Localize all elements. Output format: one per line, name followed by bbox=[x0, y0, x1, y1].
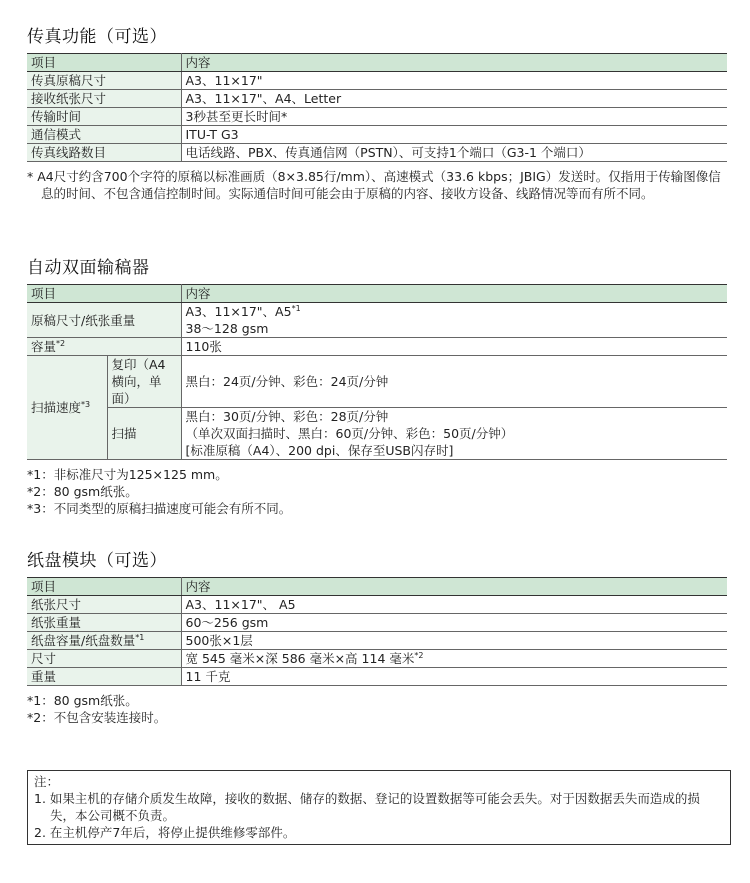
row-key: 原稿尺寸/纸张重量 bbox=[27, 303, 181, 338]
footnote: *3：不同类型的原稿扫描速度可能会有所不同。 bbox=[27, 501, 292, 516]
table-row bbox=[27, 126, 727, 144]
header-item: 项目 bbox=[27, 54, 181, 72]
footnote-ref: *1 bbox=[135, 632, 145, 642]
table-row bbox=[27, 90, 727, 108]
header-content: 内容 bbox=[181, 578, 727, 596]
fax-section-title: 传真功能（可选） bbox=[27, 27, 167, 47]
fax-spec-table bbox=[27, 53, 727, 162]
footnote-ref: *2 bbox=[56, 338, 66, 348]
notice-item: 1. 如果主机的存储介质发生故障，接收的数据、储存的数据、登记的设置数据等可能会丢失。对于因数据丢失而造成的损失，本公司概不负责。 bbox=[34, 791, 700, 823]
header-item: 项目 bbox=[27, 285, 181, 303]
tray-section-title: 纸盘模块（可选） bbox=[27, 551, 167, 571]
row-value: A3、11×17"、 A5 bbox=[181, 596, 727, 614]
tray-notes bbox=[27, 692, 727, 726]
fax-notes bbox=[27, 168, 727, 202]
table-row bbox=[27, 668, 727, 686]
table-header-row bbox=[27, 578, 727, 596]
table-row bbox=[27, 72, 727, 90]
scan-speed-line: 黑白：30页/分钟、彩色：28页/分钟 bbox=[185, 409, 389, 424]
notice-box bbox=[27, 770, 731, 845]
table-row bbox=[27, 108, 727, 126]
table-row bbox=[27, 303, 727, 338]
row-key: 传真线路数目 bbox=[27, 144, 181, 162]
row-key: 传输时间 bbox=[27, 108, 181, 126]
table-row bbox=[27, 614, 727, 632]
table-row bbox=[27, 408, 727, 460]
row-key: 纸张重量 bbox=[27, 614, 181, 632]
footnote-ref: *3 bbox=[81, 399, 91, 409]
weight-value: 38～128 gsm bbox=[185, 321, 269, 336]
row-key: 重量 bbox=[27, 668, 181, 686]
row-key bbox=[27, 356, 107, 460]
row-key bbox=[27, 632, 181, 650]
scan-speed-line: [标准原稿（A4）、200 dpi、保存至USB闪存时] bbox=[185, 443, 454, 458]
table-header-row bbox=[27, 285, 727, 303]
tray-section bbox=[27, 546, 727, 726]
footnote: * A4尺寸约含700个字符的原稿以标准画质（8×3.85行/mm）、高速模式（33.6 kbps；JBIG）发送时。仅指用于传输图像信息的时间、不包含通信控制时间。实际通信时间可能会由于原稿的内容、接收方设备、线路情况等而有所不同。 bbox=[27, 169, 721, 201]
footnote-ref: *1 bbox=[291, 303, 301, 313]
row-key-label: 纸盘容量/纸盘数量 bbox=[31, 633, 136, 648]
row-value: A3、11×17" bbox=[181, 72, 727, 90]
row-key: 接收纸张尺寸 bbox=[27, 90, 181, 108]
table-row bbox=[27, 632, 727, 650]
table-row bbox=[27, 356, 727, 408]
scan-speed-line: （单次双面扫描时、黑白：60页/分钟、彩色：50页/分钟） bbox=[185, 426, 514, 441]
table-row bbox=[27, 650, 727, 668]
table-row bbox=[27, 596, 727, 614]
size-value: A3、11×17"、A5 bbox=[185, 304, 292, 319]
row-value: 110张 bbox=[181, 338, 727, 356]
table-row bbox=[27, 144, 727, 162]
row-value: 60～256 gsm bbox=[181, 614, 727, 632]
adf-section-title: 自动双面输稿器 bbox=[27, 258, 150, 278]
notice-item: 2. 在主机停产7年后，将停止提供维修零部件。 bbox=[34, 825, 296, 840]
row-value: A3、11×17"、A4、Letter bbox=[181, 90, 727, 108]
adf-section bbox=[27, 253, 727, 517]
row-key: 尺寸 bbox=[27, 650, 181, 668]
row-value bbox=[181, 650, 727, 668]
row-key: 纸张尺寸 bbox=[27, 596, 181, 614]
notice-title: 注： bbox=[34, 774, 60, 789]
footnote: *1：非标准尺寸为125×125 mm。 bbox=[27, 467, 228, 482]
adf-notes bbox=[27, 466, 727, 517]
table-header-row bbox=[27, 54, 727, 72]
row-value: 3秒甚至更长时间* bbox=[181, 108, 727, 126]
footnote: *1：80 gsm纸张。 bbox=[27, 693, 138, 708]
fax-section bbox=[27, 22, 727, 202]
row-value: 黑白：24页/分钟、彩色：24页/分钟 bbox=[181, 356, 727, 408]
row-subkey: 复印（A4横向，单面） bbox=[107, 356, 181, 408]
row-value: ITU-T G3 bbox=[181, 126, 727, 144]
adf-spec-table bbox=[27, 284, 727, 460]
row-key: 通信模式 bbox=[27, 126, 181, 144]
row-key bbox=[27, 338, 181, 356]
row-value bbox=[181, 303, 727, 338]
footnote-ref: *2 bbox=[414, 650, 424, 660]
header-content: 内容 bbox=[181, 54, 727, 72]
table-row bbox=[27, 338, 727, 356]
row-value: 电话线路、PBX、传真通信网（PSTN）、可支持1个端口（G3-1 个端口） bbox=[181, 144, 727, 162]
header-item: 项目 bbox=[27, 578, 181, 596]
footnote: *2：80 gsm纸张。 bbox=[27, 484, 138, 499]
footnote: *2：不包含安装连接时。 bbox=[27, 710, 167, 725]
row-subkey: 扫描 bbox=[107, 408, 181, 460]
tray-spec-table bbox=[27, 577, 727, 686]
row-value-text: 宽 545 毫米×深 586 毫米×高 114 毫米 bbox=[185, 651, 415, 666]
capacity-label: 容量 bbox=[31, 339, 57, 354]
header-content: 内容 bbox=[181, 285, 727, 303]
row-key: 传真原稿尺寸 bbox=[27, 72, 181, 90]
row-value bbox=[181, 408, 727, 460]
row-value: 500张×1层 bbox=[181, 632, 727, 650]
speed-label: 扫描速度 bbox=[31, 400, 82, 415]
row-value: 11 千克 bbox=[181, 668, 727, 686]
